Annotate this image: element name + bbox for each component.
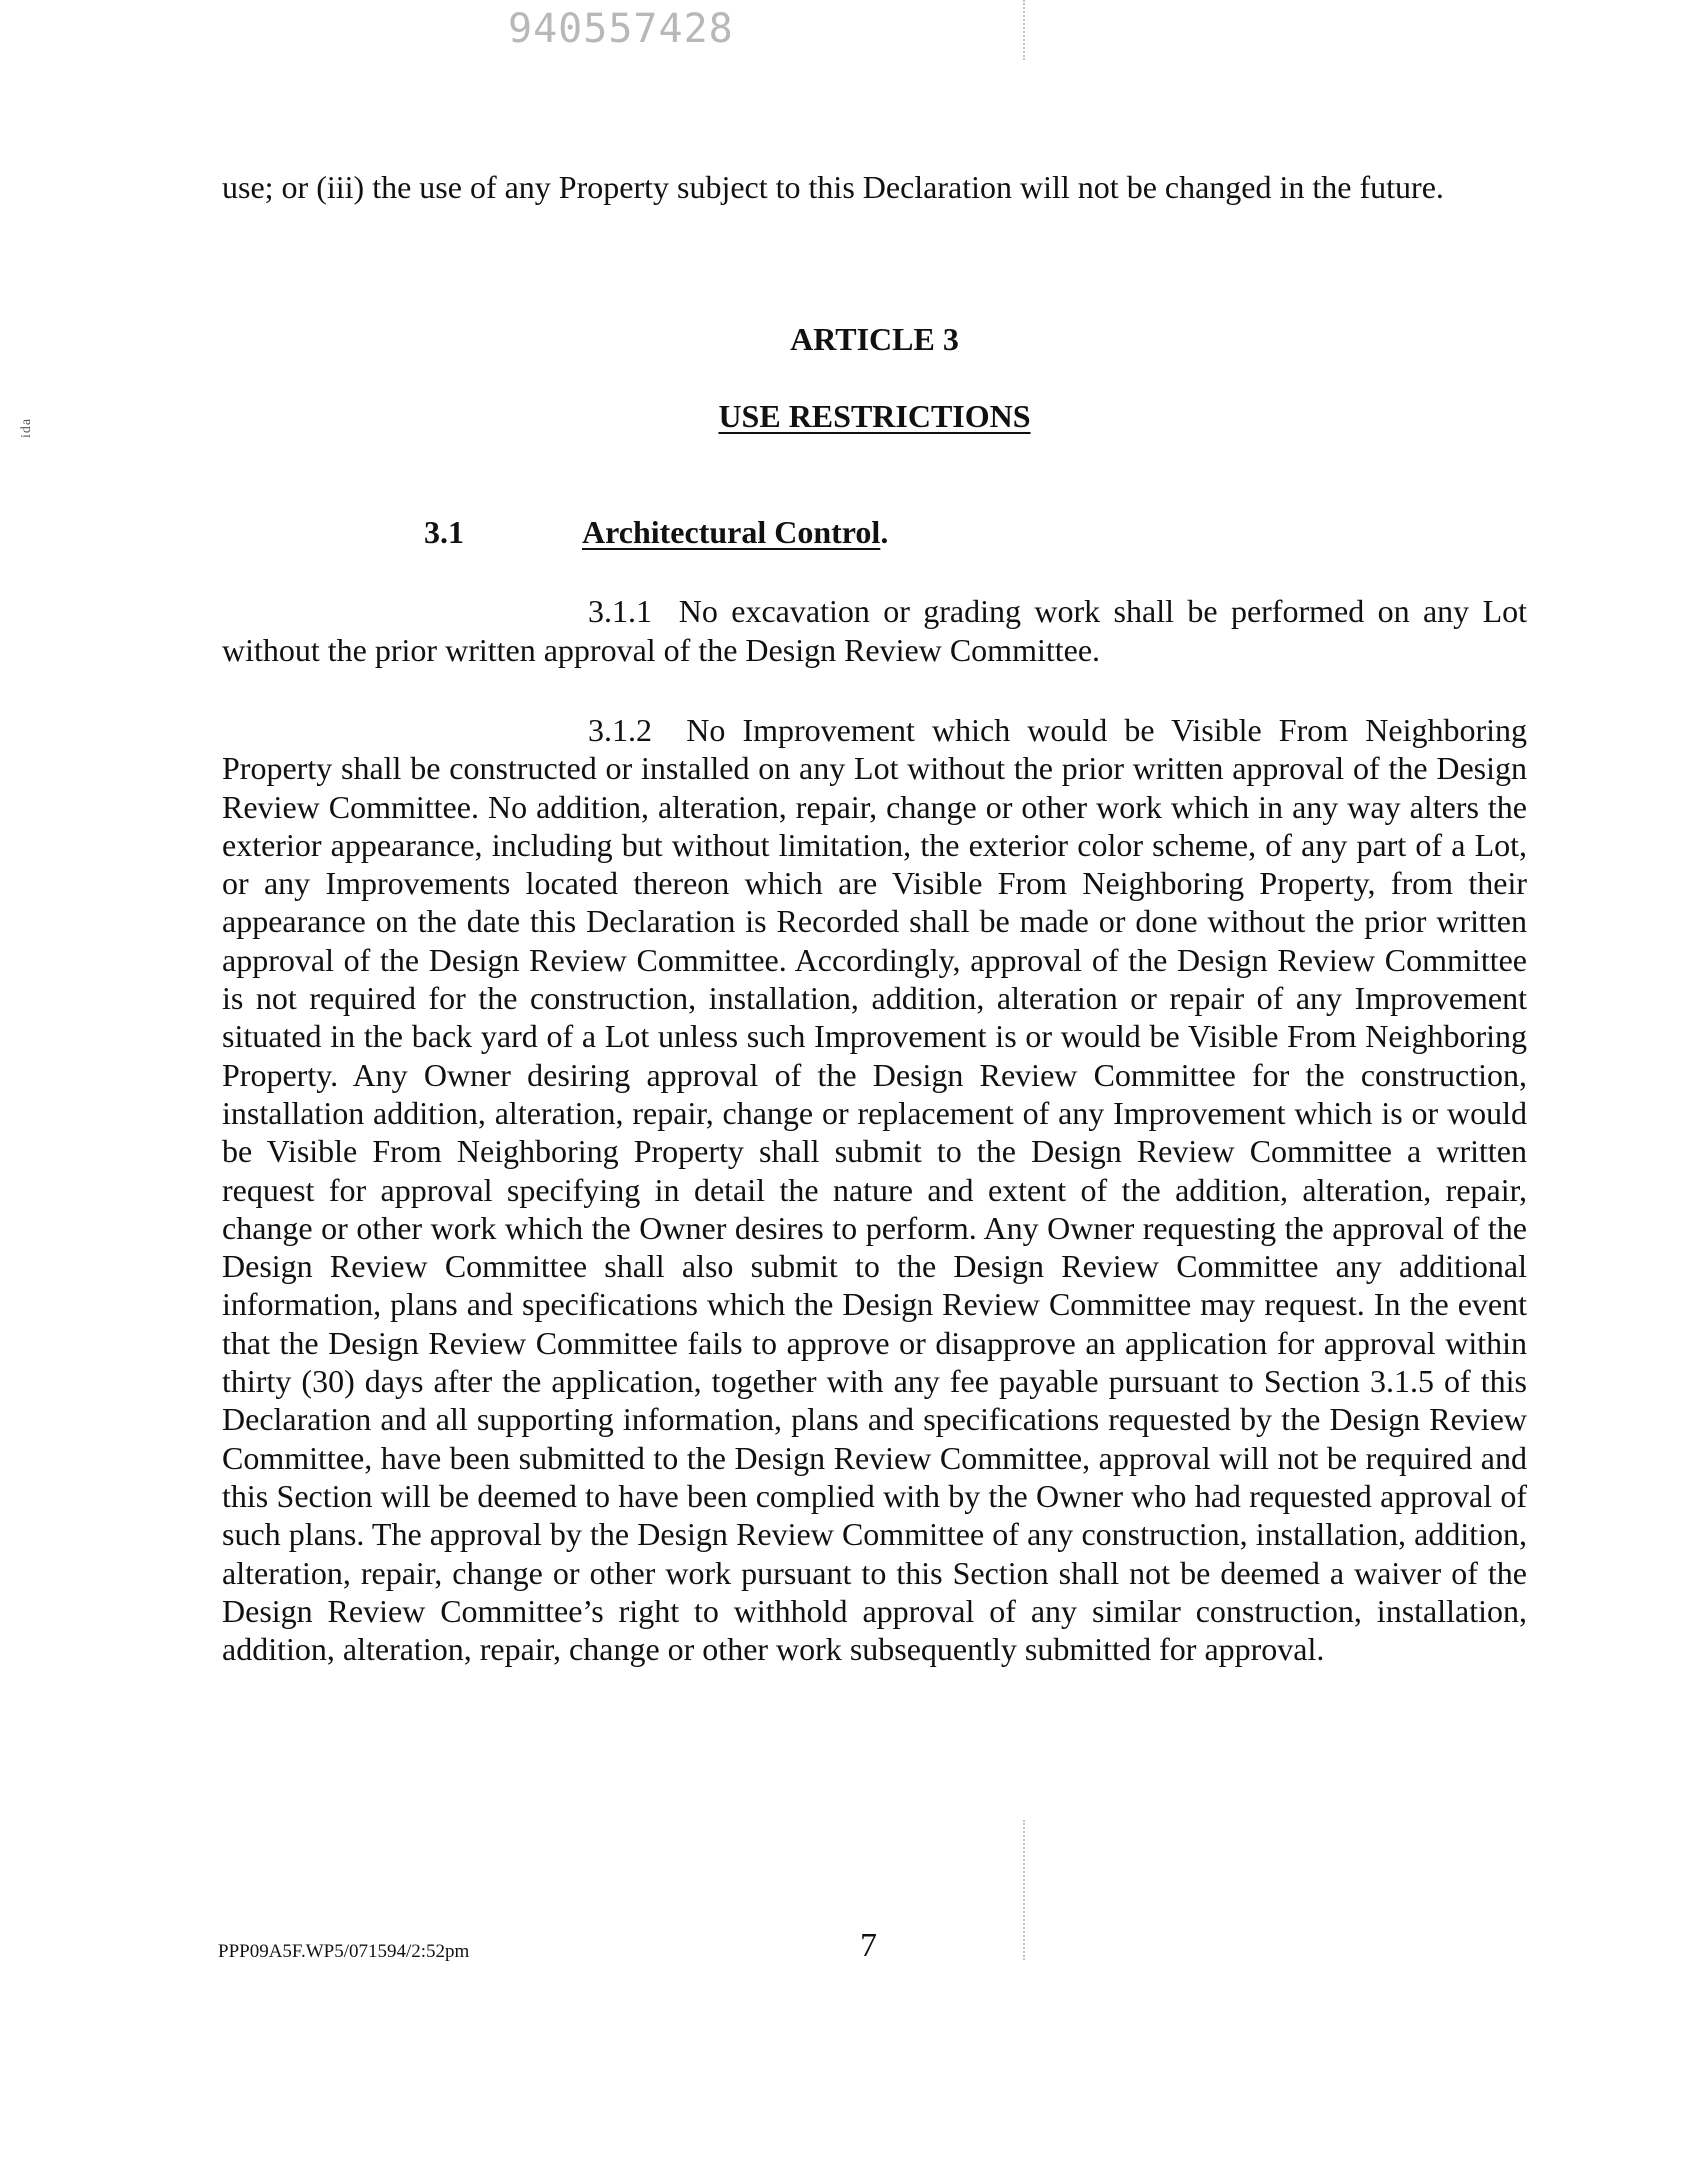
- scan-dotted-line-bottom: [1023, 1820, 1025, 1960]
- intro-paragraph: use; or (iii) the use of any Property subject to this Declaration will not be changed in the future.: [222, 169, 1444, 205]
- section-title-text: Architectural Control: [582, 514, 881, 550]
- article-heading: ARTICLE 3: [790, 321, 959, 357]
- paragraph-3-1-1: [222, 592, 1527, 669]
- paragraph-3-1-2-number: 3.1.2: [588, 712, 652, 748]
- paragraph-3-1-2-text: No Improvement which would be Visible From Neighboring Property shall be constructed or installed on any Lot without the prior written approval of the Design Review Committee. No addition, alteration, repair, change or other work which in any way alters the exterior appearance, including but without limitation, the exterior color scheme, of any part of a Lot, or any Improvements located thereon which are Visible From Neighboring Property, from their appearance on the date this Declaration is Recorded shall be made or done without the prior written approval of the Design Review Committee. Accordingly, approval of the Design Review Committee is not required for the construction, installation, addition, alteration or repair of any Improvement situated in the back yard of a Lot unless such Improvement is or would be Visible From Neighboring Property. Any Owner desiring approval of the Design Review Committee for the construction, installation addition, alteration, repair, change or replacement of any Improvement which is or would be Visible From Neighboring Property shall submit to the Design Review Committee a written request for approval specifying in detail the nature and extent of the addition, alteration, repair, change or other work which the Owner desires to perform. Any Owner requesting the approval of the Design Review Committee shall also submit to the Design Review Committee any additional information, plans and specifications which the Design Review Committee may request. In the event that the Design Review Committee fails to approve or disapprove an application for approval within thirty (30) days after the application, together with any fee payable pursuant to Section 3.1.5 of this Declaration and all supporting information, plans and specifications requested by the Design Review Committee, have been submitted to the Design Review Committee, approval will not be required and this Section will be deemed to have been complied with by the Owner who had requested approval of such plans. The approval by the Design Review Committee of any construction, installation, addition, alteration, repair, change or other work pursuant to this Section shall not be deemed a waiver of the Design Review Committee’s right to withhold approval of any similar construction, installation, addition, alteration, repair, change or other work subsequently submitted for approval.: [222, 712, 1528, 1668]
- section-title: [582, 514, 888, 551]
- scan-dotted-line-top: [1023, 0, 1025, 60]
- section-title-period: .: [880, 514, 889, 550]
- document-stamp-number: 940557428: [508, 6, 734, 52]
- article-title: [222, 398, 1527, 435]
- paragraph-3-1-1-text: No excavation or grading work shall be performed on any Lot without the prior written approval of the Design Review Committee.: [222, 593, 1528, 668]
- footer-document-code: PPP09A5F.WP5/071594/2:52pm: [218, 1941, 470, 1962]
- paragraph-3-1-1-number: 3.1.1: [588, 593, 652, 629]
- page-number: 7: [860, 1927, 877, 1964]
- section-number: 3.1: [424, 514, 464, 550]
- margin-mark: ida: [19, 417, 34, 438]
- paragraph-3-1-2: [222, 711, 1527, 1668]
- article-title-text: USE RESTRICTIONS: [718, 398, 1031, 434]
